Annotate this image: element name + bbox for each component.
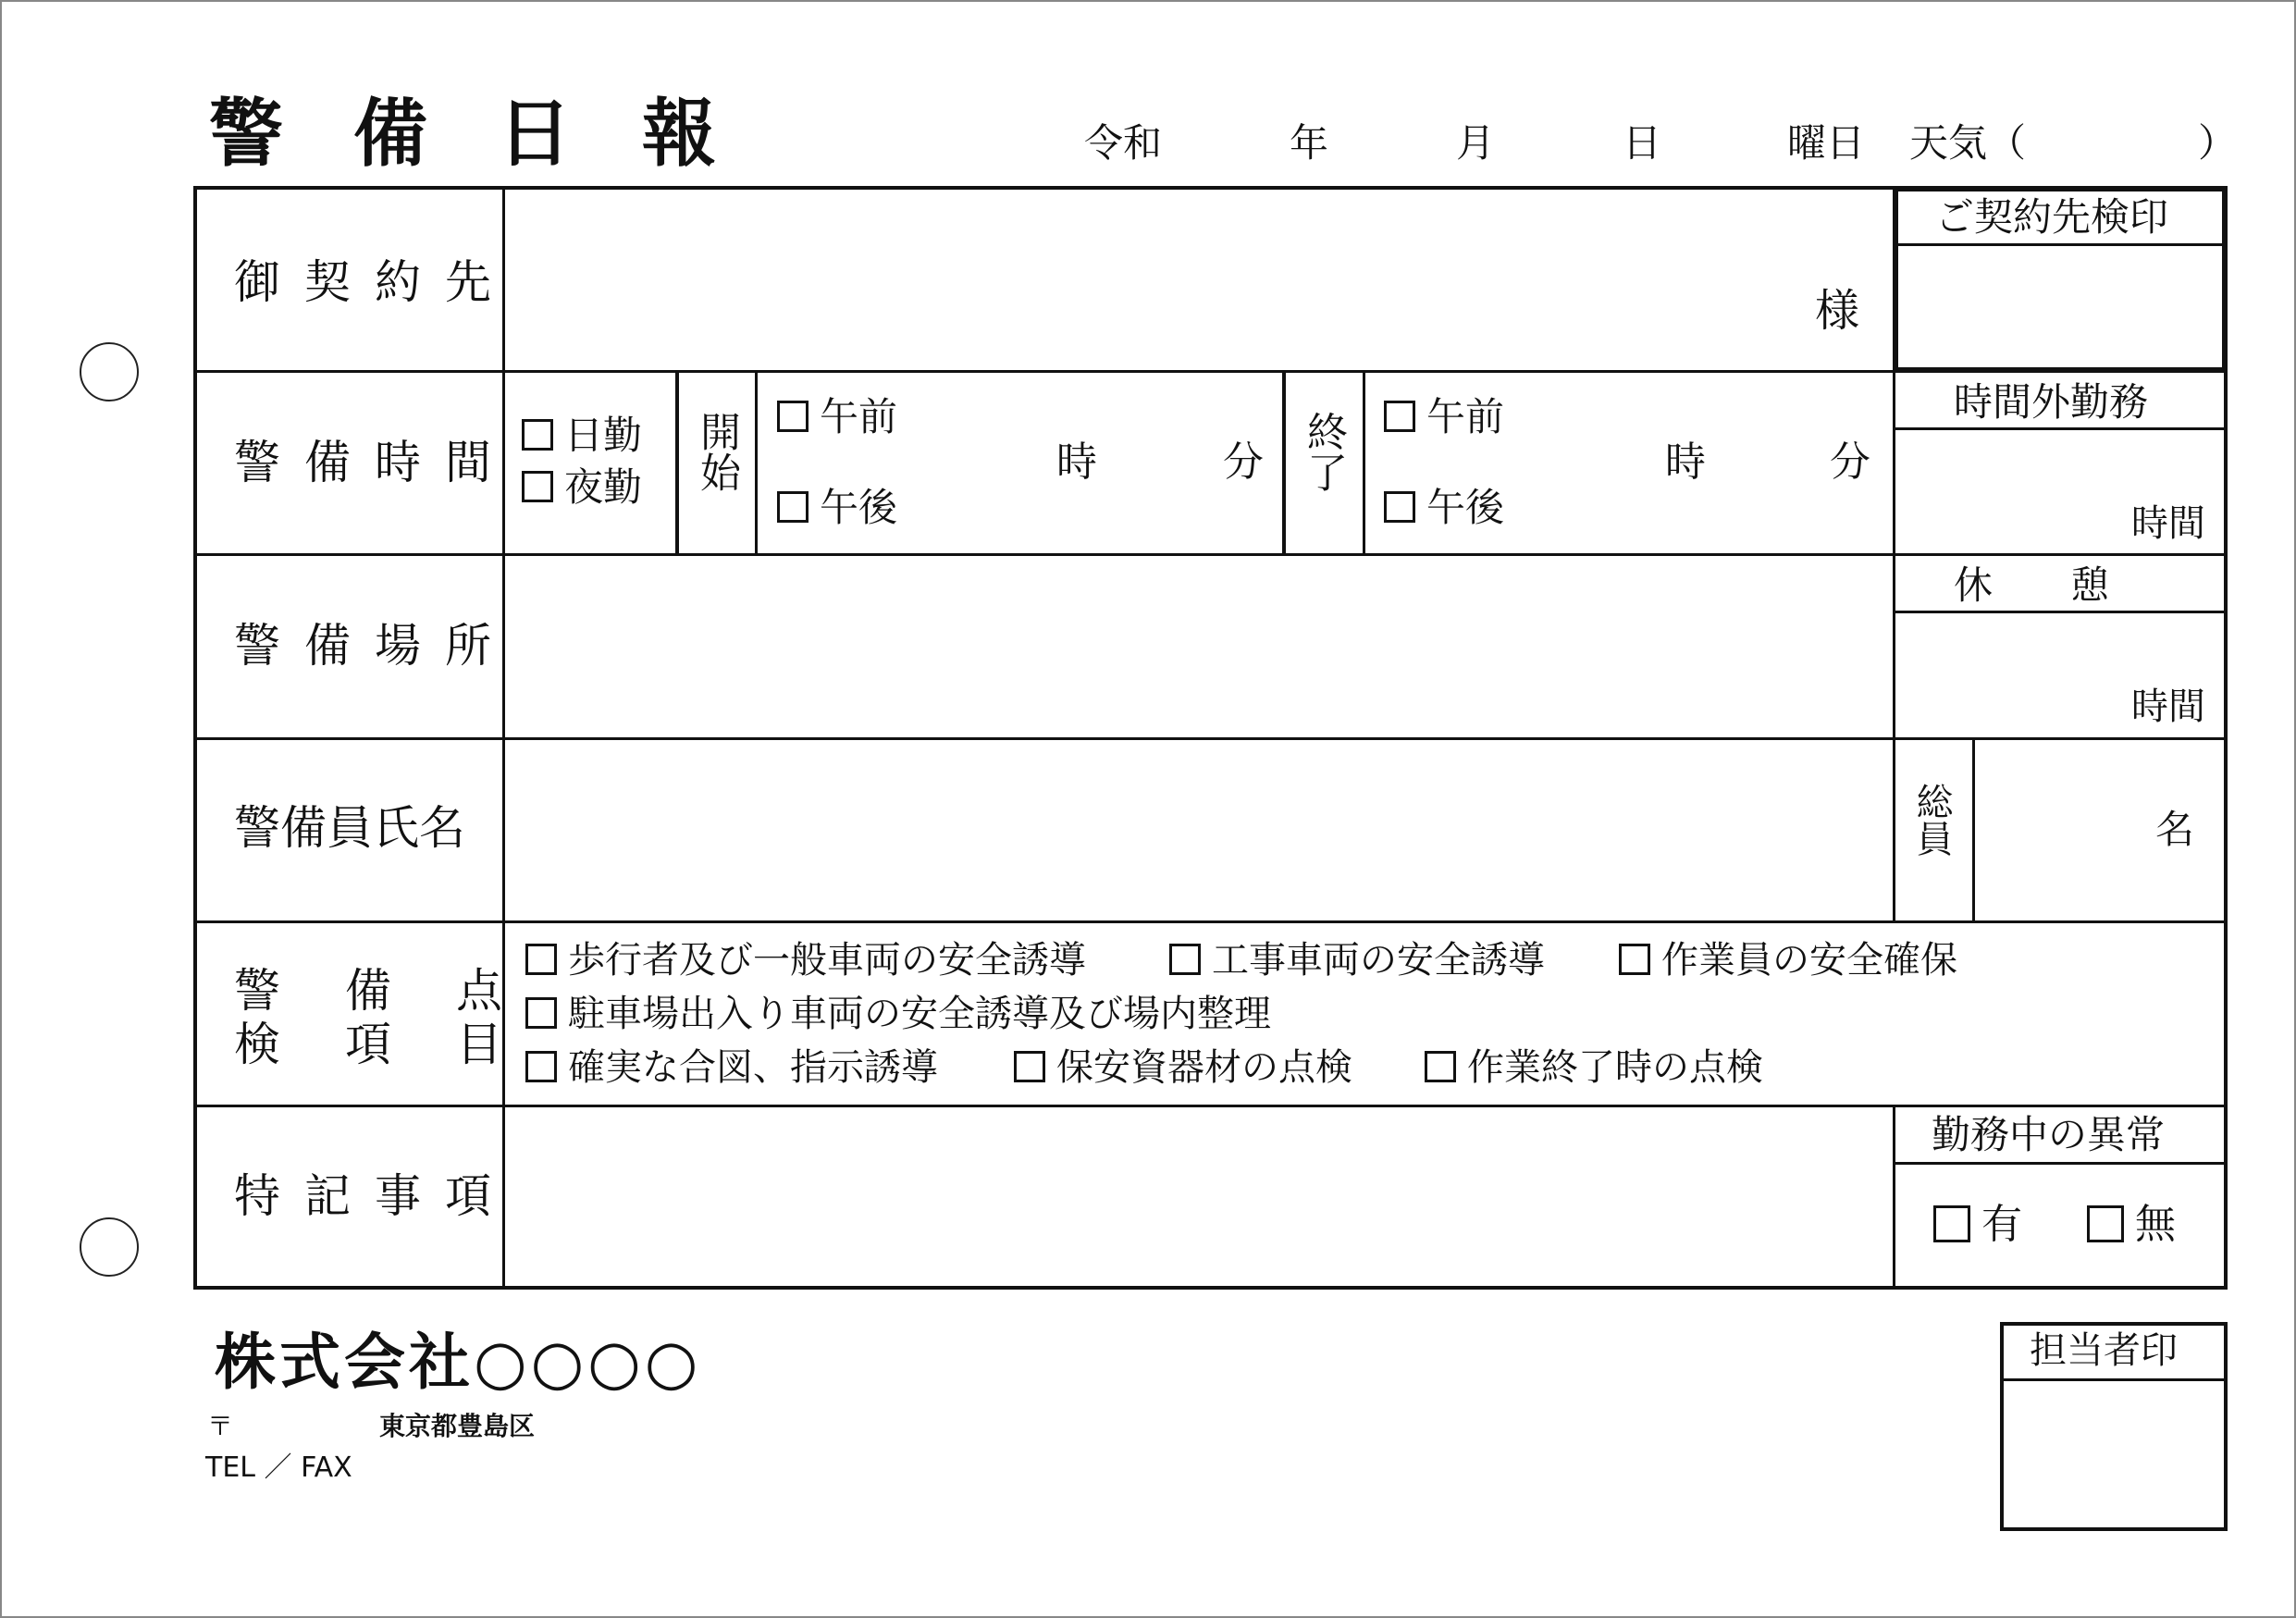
place-label: 警備場所 xyxy=(234,619,515,673)
start-label: 開始 xyxy=(693,411,740,492)
inspection-label-line2: 検項目 xyxy=(234,1018,567,1071)
client-label: 御契約先 xyxy=(234,255,515,309)
inspection-item[interactable]: 作業員の安全確保 xyxy=(1619,942,1957,979)
date-day: 日 xyxy=(1623,120,1662,166)
inspection-checkbox[interactable] xyxy=(525,997,557,1029)
form-title: 警備日報 xyxy=(209,90,786,177)
guard-name-label: 警備員氏名 xyxy=(234,801,465,855)
overtime-hours-unit: 時間 xyxy=(2131,502,2205,545)
anomaly-no-option[interactable]: 無 xyxy=(2087,1204,2176,1246)
inspection-item[interactable]: 確実な合図、指示誘導 xyxy=(525,1049,938,1086)
end-minute-unit: 分 xyxy=(1830,438,1870,486)
break-label: 休 憩 xyxy=(1954,562,2110,608)
inspection-checkbox[interactable] xyxy=(525,944,557,975)
inspection-checkbox[interactable] xyxy=(1014,1051,1045,1082)
shift-night-checkbox[interactable] xyxy=(522,471,553,502)
special-notes-field[interactable] xyxy=(507,1109,1891,1287)
end-pm-option[interactable]: 午後 xyxy=(1384,488,1504,527)
inspection-item[interactable]: 保安資器材の点検 xyxy=(1014,1049,1352,1086)
company-telfax: TEL ／ FAX xyxy=(205,1451,352,1484)
client-name-field[interactable] xyxy=(507,190,1891,369)
shift-day-checkbox[interactable] xyxy=(522,419,553,451)
staff-stamp-label: 担当者印 xyxy=(2030,1329,2178,1372)
break-hours-unit: 時間 xyxy=(2131,685,2205,728)
date-month: 月 xyxy=(1456,120,1496,166)
inspection-item[interactable]: 工事車両の安全誘導 xyxy=(1169,942,1545,979)
guard-name-field[interactable] xyxy=(507,742,1891,920)
start-pm-option[interactable]: 午後 xyxy=(777,488,897,527)
end-am-checkbox[interactable] xyxy=(1384,401,1415,432)
start-minute-unit: 分 xyxy=(1223,438,1264,486)
date-year: 年 xyxy=(1290,120,1329,166)
start-am-option[interactable]: 午前 xyxy=(777,398,897,437)
date-weekday: 曜日 xyxy=(1787,120,1866,166)
weather-label: 天気（ xyxy=(1909,120,2027,166)
client-suffix: 様 xyxy=(1815,285,1860,337)
end-label: 終了 xyxy=(1300,411,1347,492)
time-label: 警備時間 xyxy=(234,436,515,489)
start-pm-checkbox[interactable] xyxy=(777,491,809,523)
start-am-checkbox[interactable] xyxy=(777,401,809,432)
company-address: 東京都豊島区 xyxy=(379,1411,536,1441)
inspection-checkbox[interactable] xyxy=(1619,944,1650,975)
anomaly-yes-checkbox[interactable] xyxy=(1933,1205,1970,1242)
inspection-label-line1: 警備点 xyxy=(234,964,567,1018)
anomaly-no-checkbox[interactable] xyxy=(2087,1205,2124,1242)
end-pm-checkbox[interactable] xyxy=(1384,491,1415,523)
anomaly-yes-option[interactable]: 有 xyxy=(1933,1204,2022,1246)
shift-day-option[interactable]: 日勤 xyxy=(522,416,642,455)
end-hour-unit: 時 xyxy=(1665,438,1706,486)
weather-close: ） xyxy=(2198,120,2238,166)
inspection-checkbox[interactable] xyxy=(1425,1051,1456,1082)
client-stamp-label: ご契約先検印 xyxy=(1935,194,2169,240)
overtime-label: 時間外勤務 xyxy=(1954,379,2149,425)
postal-mark: 〒 xyxy=(207,1411,234,1441)
special-notes-label: 特記事項 xyxy=(234,1169,515,1223)
inspection-checkbox[interactable] xyxy=(525,1051,557,1082)
end-am-option[interactable]: 午前 xyxy=(1384,398,1504,437)
start-hour-unit: 時 xyxy=(1056,438,1097,486)
binder-hole-bottom xyxy=(80,1217,139,1277)
date-era: 令和 xyxy=(1084,120,1163,166)
inspection-item[interactable]: 作業終了時の点検 xyxy=(1425,1049,1763,1086)
binder-hole-top xyxy=(80,342,139,401)
total-staff-label: 総員 xyxy=(1910,783,1953,857)
inspection-checkbox[interactable] xyxy=(1169,944,1201,975)
place-field[interactable] xyxy=(507,558,1891,735)
inspection-item[interactable]: 駐車場出入り車両の安全誘導及び場内整理 xyxy=(525,995,1271,1032)
inspection-item[interactable]: 歩行者及び一般車両の安全誘導 xyxy=(525,942,1086,979)
shift-night-option[interactable]: 夜勤 xyxy=(522,468,642,507)
anomaly-label: 勤務中の異常 xyxy=(1932,1112,2166,1157)
persons-unit: 名 xyxy=(2155,807,2195,852)
company-name: 株式会社○○○○ xyxy=(215,1327,702,1398)
